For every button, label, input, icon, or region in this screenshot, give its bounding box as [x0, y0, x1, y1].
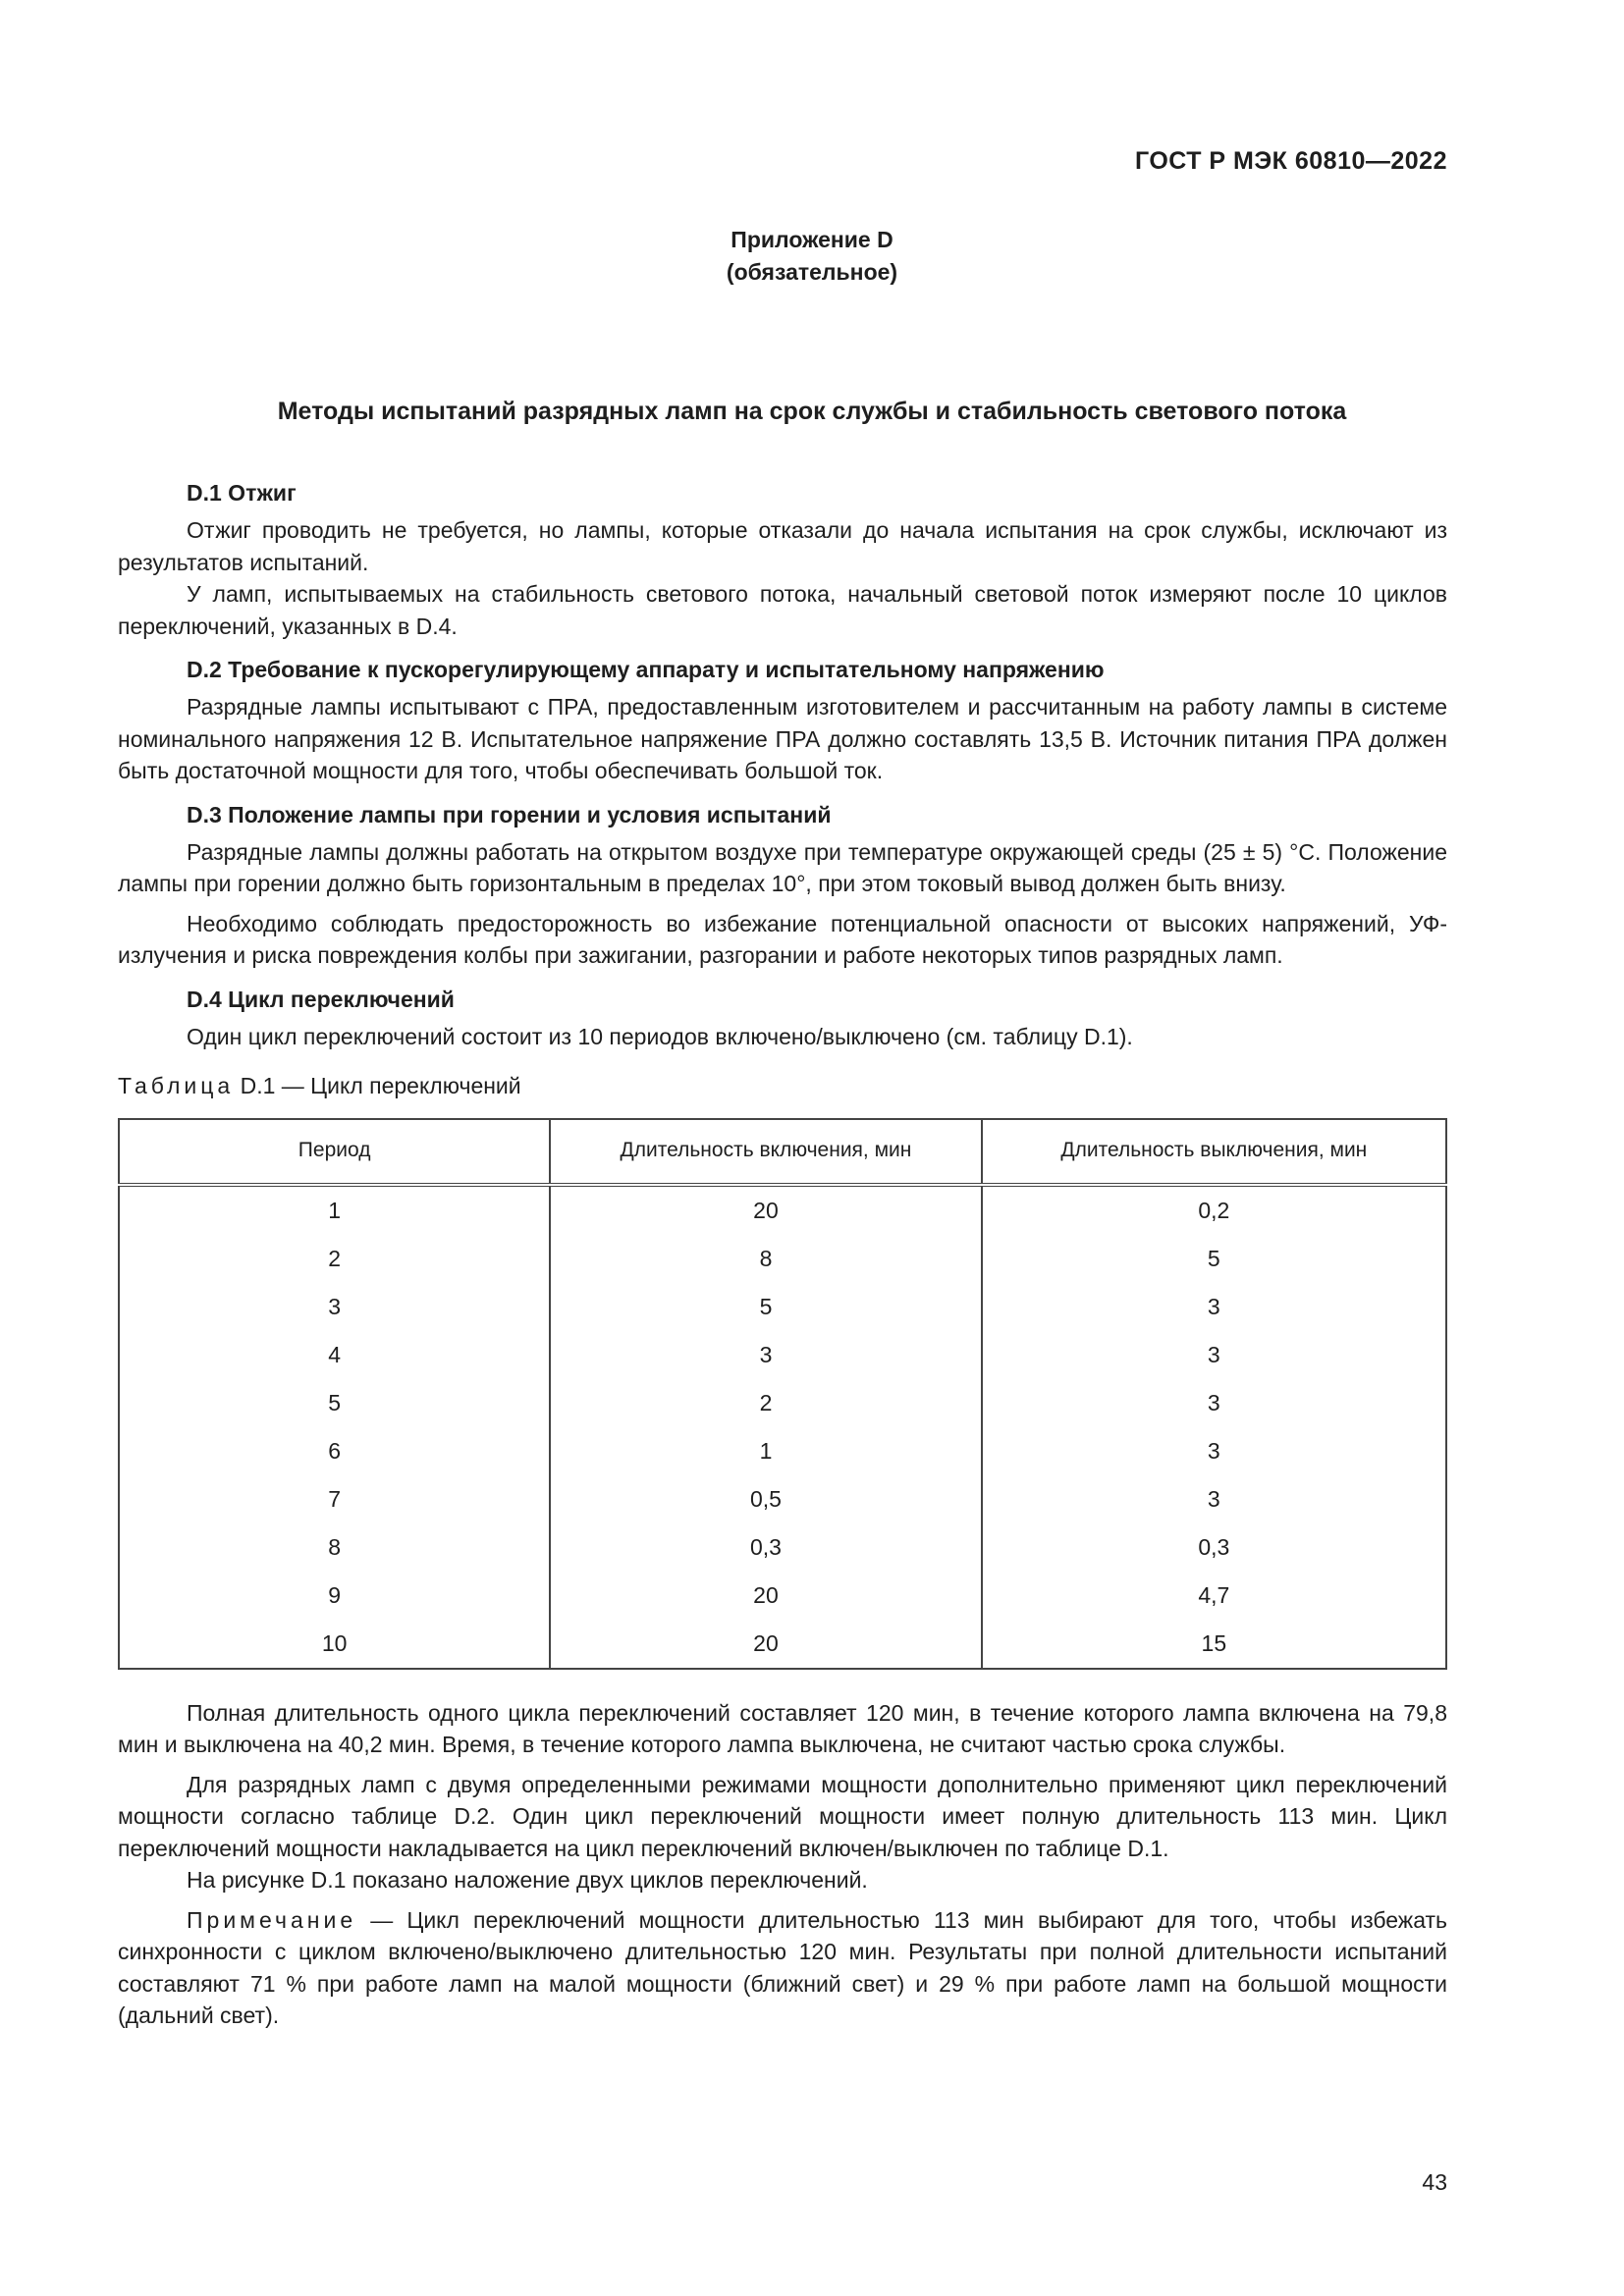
table-cell: 0,3	[550, 1523, 981, 1572]
column-header-off-duration: Длительность выключения, мин	[982, 1119, 1446, 1185]
table-cell: 20	[550, 1185, 981, 1235]
table-cell: 9	[119, 1572, 550, 1620]
section-d3	[118, 799, 1447, 972]
table-row	[119, 1283, 1446, 1331]
page-number: 43	[1422, 2169, 1447, 2195]
table-row	[119, 1379, 1446, 1427]
annex-heading	[0, 224, 1624, 289]
table-cell: 8	[119, 1523, 550, 1572]
paragraph: На рисунке D.1 показано наложение двух циклов переключений.	[187, 1867, 868, 1893]
section-d2	[118, 654, 1447, 787]
paragraph: Для разрядных ламп с двумя определенными режимами мощности дополнительно применяют цикл переключений мощности согласно таблице D.2. Один цикл переключений мощности имеет полную длительность 113 мин. Цикл переключений мощности накладывается на цикл переключений включен/выключен по таблице D.1.	[118, 1771, 1447, 1861]
annex-name: Приложение D	[731, 227, 893, 252]
table-caption-label: Таблица	[118, 1073, 235, 1098]
table-row	[119, 1620, 1446, 1669]
document-id: ГОСТ Р МЭК 60810—2022	[1134, 147, 1447, 175]
note-label: Примечание	[187, 1906, 357, 1933]
note	[118, 1904, 1447, 2032]
table-row	[119, 1235, 1446, 1283]
table-cell: 5	[119, 1379, 550, 1427]
paragraph: У ламп, испытываемых на стабильность светового потока, начальный световой поток измеряют после 10 циклов переключений, указанных в D.4.	[118, 581, 1447, 639]
paragraph: Необходимо соблюдать предосторожность во избежание потенциальной опасности от высоких напряжений, УФ-излучения и риска повреждения колбы при зажигании, разгорании и работе некоторых типов разрядных ламп.	[118, 910, 1447, 968]
section-heading: D.4 Цикл переключений	[187, 986, 455, 1012]
table-cell: 3	[119, 1283, 550, 1331]
paragraph: Разрядные лампы испытывают с ПРА, предоставленным изготовителем и рассчитанным на работу лампы в системе номинального напряжения 12 В. Испытательное напряжение ПРА должно составлять 13,5 В. Источник питания ПРА должен быть достаточной мощности для того, чтобы обеспечивать большой ток.	[118, 694, 1447, 783]
section-d4	[118, 984, 1447, 1053]
table-cell: 8	[550, 1235, 981, 1283]
table-caption	[118, 1070, 1447, 1102]
table-cell: 4	[119, 1331, 550, 1379]
note-text: — Цикл переключений мощности длительностью 113 мин выбирают для того, чтобы избежать синхронности с циклом включено/выключено длительностью 120 мин. Результаты при полной длительности испытаний составляют 71 % при работе ламп на малой мощности (ближний свет) и 29 % при работе ламп на большой мощности (дальний свет).	[118, 1906, 1447, 2028]
table-row	[119, 1427, 1446, 1475]
annex-status: (обязательное)	[726, 259, 898, 285]
table-cell: 5	[982, 1235, 1446, 1283]
table-row	[119, 1331, 1446, 1379]
table-cell: 2	[550, 1379, 981, 1427]
column-header-period: Период	[119, 1119, 550, 1185]
table-cell: 3	[982, 1283, 1446, 1331]
table-cell: 6	[119, 1427, 550, 1475]
table-row	[119, 1475, 1446, 1523]
table-row	[119, 1572, 1446, 1620]
section-heading: D.1 Отжиг	[187, 480, 297, 506]
table-cell: 1	[119, 1185, 550, 1235]
table-header-row	[119, 1119, 1446, 1185]
paragraph: Один цикл переключений состоит из 10 периодов включено/выключено (см. таблицу D.1).	[187, 1023, 1133, 1049]
section-heading: D.3 Положение лампы при горении и условия испытаний	[187, 801, 832, 828]
table-cell: 3	[550, 1331, 981, 1379]
table-cell: 20	[550, 1572, 981, 1620]
switching-cycle-table	[118, 1118, 1447, 1670]
column-header-on-duration: Длительность включения, мин	[550, 1119, 981, 1185]
main-content	[118, 477, 1447, 2032]
table-row	[119, 1185, 1446, 1235]
table-cell: 3	[982, 1331, 1446, 1379]
table-cell: 2	[119, 1235, 550, 1283]
table-cell: 10	[119, 1620, 550, 1669]
table-cell: 0,2	[982, 1185, 1446, 1235]
table-cell: 1	[550, 1427, 981, 1475]
annex-title: Методы испытаний разрядных ламп на срок службы и стабильность светового потока	[277, 398, 1347, 425]
table-cell: 4,7	[982, 1572, 1446, 1620]
table-cell: 3	[982, 1475, 1446, 1523]
table-cell: 15	[982, 1620, 1446, 1669]
section-heading: D.2 Требование к пускорегулирующему аппарату и испытательному напряжению	[187, 657, 1105, 682]
paragraph: Разрядные лампы должны работать на открытом воздухе при температуре окружающей среды (25 ± 5) °С. Положение лампы при горении должно быть горизонтальным в пределах 10°, при этом токовый вывод должен быть внизу.	[118, 838, 1447, 896]
paragraph: Отжиг проводить не требуется, но лампы, которые отказали до начала испытания на срок службы, исключают из результатов испытаний.	[118, 517, 1447, 575]
table-cell: 0,3	[982, 1523, 1446, 1572]
table-caption-text: D.1 — Цикл переключений	[240, 1073, 521, 1098]
table-cell: 20	[550, 1620, 981, 1669]
post-table-text	[118, 1697, 1447, 2032]
paragraph: Полная длительность одного цикла переключений составляет 120 мин, в течение которого лампа включена на 79,8 мин и выключена на 40,2 мин. Время, в течение которого лампа выключена, не считают частью срока службы.	[118, 1699, 1447, 1757]
table-cell: 7	[119, 1475, 550, 1523]
section-d1	[118, 477, 1447, 642]
table-cell: 0,5	[550, 1475, 981, 1523]
table-cell: 3	[982, 1427, 1446, 1475]
table-row	[119, 1523, 1446, 1572]
table-cell: 3	[982, 1379, 1446, 1427]
table-cell: 5	[550, 1283, 981, 1331]
